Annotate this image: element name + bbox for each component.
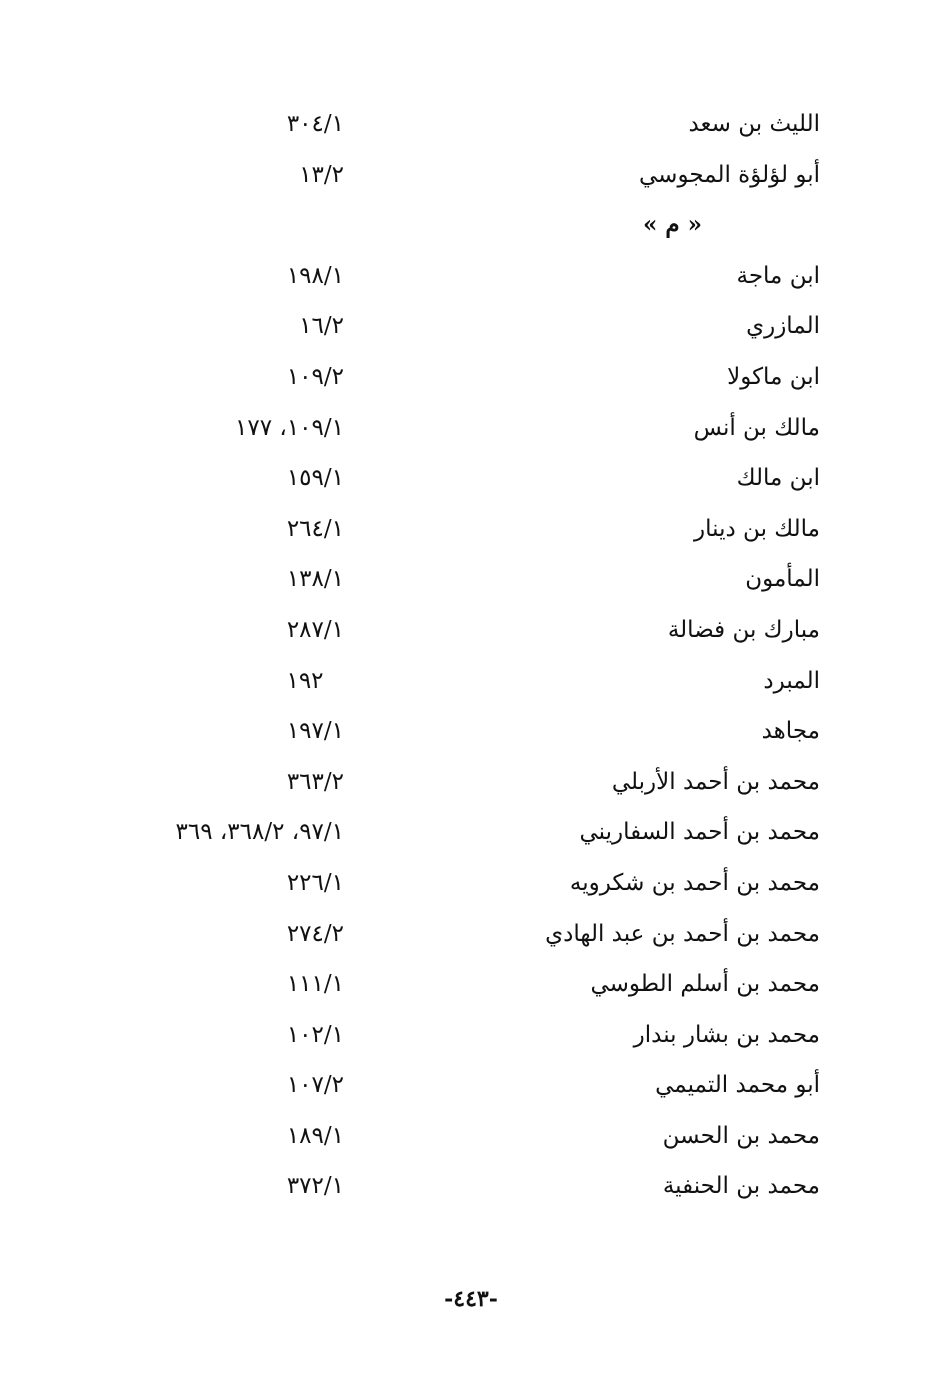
- entry-name: المأمون: [745, 566, 820, 593]
- index-row: [0, 960, 942, 1011]
- entry-name: مبارك بن فضالة: [667, 616, 820, 643]
- entry-page-ref: ١١١/١: [286, 971, 344, 998]
- entry-name: المبرد: [763, 667, 820, 694]
- entry-page-ref: ١٠٩/٢: [286, 363, 344, 390]
- entry-name: محمد بن أحمد بن عبد الهادي: [545, 920, 820, 947]
- index-row: [0, 910, 942, 961]
- entry-page-ref: ٢٦٤/١: [286, 515, 344, 542]
- entry-name: محمد بن أحمد الأربلي: [611, 768, 820, 795]
- section-heading-row: [0, 201, 942, 252]
- entry-name: ابن مالك: [736, 465, 820, 492]
- entry-name: أبو محمد التميمي: [655, 1072, 820, 1099]
- entry-name: محمد بن بشار بندار: [633, 1021, 820, 1048]
- index-row: [0, 1011, 942, 1062]
- section-letter-heading: « م »: [642, 211, 702, 239]
- index-row: [0, 100, 942, 151]
- entry-page-ref: ٩٧/١، ٣٦٨/٢، ٣٦٩: [175, 819, 344, 846]
- entry-page-ref: ٣٦٣/٢: [286, 768, 344, 795]
- index-row: [0, 1162, 942, 1213]
- entry-page-ref: ٣٧٢/١: [286, 1173, 344, 1200]
- entry-page-ref: ٢٧٤/٢: [286, 920, 344, 947]
- entry-page-ref: ١٩٧/١: [286, 718, 344, 745]
- entry-page-ref: ١٠٢/١: [286, 1021, 344, 1048]
- entry-name: مالك بن أنس: [693, 414, 820, 441]
- entry-name: محمد بن أسلم الطوسي: [590, 971, 820, 998]
- entry-name: مالك بن دينار: [694, 515, 820, 542]
- index-row: [0, 606, 942, 657]
- index-row: [0, 151, 942, 202]
- index-row: [0, 859, 942, 910]
- index-row: [0, 302, 942, 353]
- entry-name: محمد بن أحمد السفاريني: [579, 819, 820, 846]
- entry-name: المازري: [746, 313, 820, 340]
- index-row: [0, 555, 942, 606]
- entry-page-ref: ١٩٨/١: [286, 262, 344, 289]
- name-index-list: [0, 100, 942, 1213]
- entry-name: محمد بن الحسن: [662, 1122, 820, 1149]
- entry-page-ref: ١٠٧/٢: [286, 1072, 344, 1099]
- entry-page-ref: ١٥٩/١: [286, 465, 344, 492]
- page-number: -٤٤٣-: [444, 1286, 498, 1312]
- entry-name: أبو لؤلؤة المجوسي: [639, 161, 820, 188]
- index-row: [0, 1061, 942, 1112]
- index-row: [0, 1112, 942, 1163]
- entry-name: محمد بن أحمد بن شكرويه: [569, 869, 820, 896]
- index-row: [0, 657, 942, 708]
- entry-page-ref: ١٠٩/١، ١٧٧: [235, 414, 344, 441]
- index-row: [0, 454, 942, 505]
- entry-page-ref: ١٣٨/١: [286, 566, 344, 593]
- entry-page-ref: ١٦/٢: [299, 313, 344, 340]
- entry-name: محمد بن الحنفية: [662, 1173, 820, 1200]
- index-row: [0, 404, 942, 455]
- entry-name: مجاهد: [761, 718, 820, 745]
- index-row: [0, 353, 942, 404]
- entry-page-ref: ١٩٢: [286, 667, 324, 694]
- entry-page-ref: ٢٨٧/١: [286, 616, 344, 643]
- index-row: [0, 808, 942, 859]
- entry-page-ref: ٢٢٦/١: [286, 869, 344, 896]
- entry-name: ابن ماكولا: [727, 363, 820, 390]
- entry-name: ابن ماجة: [736, 262, 820, 289]
- entry-name: الليث بن سعد: [688, 111, 820, 137]
- index-row: [0, 252, 942, 303]
- index-row: [0, 758, 942, 809]
- entry-page-ref: ٣٠٤/١: [286, 111, 344, 137]
- entry-page-ref: ١٣/٢: [299, 161, 344, 188]
- entry-page-ref: ١٨٩/١: [286, 1122, 344, 1149]
- index-row: [0, 707, 942, 758]
- index-row: [0, 505, 942, 556]
